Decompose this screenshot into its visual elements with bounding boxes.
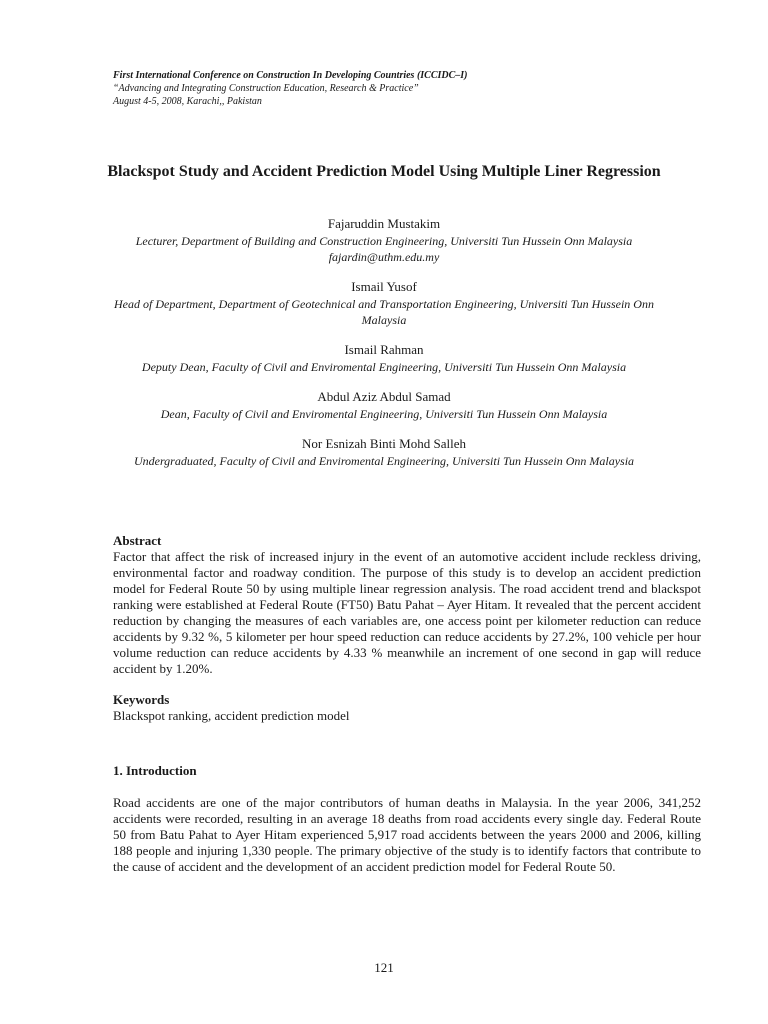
author-affiliation: Head of Department, Department of Geotechnical and Transportation Engineering, Universiti Tun Hussein Onn Malaysia <box>114 297 654 327</box>
author-block <box>100 215 668 265</box>
paper-title: Blackspot Study and Accident Prediction Model Using Multiple Liner Regression <box>107 163 661 180</box>
author-affiliation: Lecturer, Department of Building and Construction Engineering, Universiti Tun Hussein Onn Malaysia <box>135 234 633 248</box>
author-block <box>100 435 668 469</box>
author-email: fajardin@uthm.edu.my <box>328 250 440 264</box>
conference-name: First International Conference on Construction In Developing Countries (ICCIDC–I) <box>113 70 468 81</box>
author-block <box>100 341 668 375</box>
author-block <box>100 388 668 422</box>
author-name: Fajaruddin Mustakim <box>327 216 441 231</box>
introduction-heading: 1. Introduction <box>113 763 197 778</box>
conference-date-location: August 4-5, 2008, Karachi,, Pakistan <box>113 96 262 107</box>
author-affiliation: Deputy Dean, Faculty of Civil and Enviromental Engineering, Universiti Tun Hussein Onn Malaysia <box>141 360 627 374</box>
author-name: Ismail Yusof <box>351 279 417 294</box>
introduction-text: Road accidents are one of the major contributors of human deaths in Malaysia. In the year 2006, 341,252 accidents were recorded, resulting in an average 18 deaths from road accidents every single day. Federal Route 50 from Batu Pahat to Ayer Hitam experienced 5,917 road accidents between the years 2000 and 2006, killing 188 people and injuring 1,330 people. The primary objective of the study is to identify factors that contribute to the cause of accident and the development of an accident prediction model for Federal Route 50. <box>113 795 701 874</box>
conference-theme: “Advancing and Integrating Construction Education, Research & Practice” <box>113 83 419 94</box>
author-name: Nor Esnizah Binti Mohd Salleh <box>302 436 466 451</box>
author-name: Abdul Aziz Abdul Samad <box>317 389 451 404</box>
abstract-heading: Abstract <box>113 533 162 548</box>
author-name: Ismail Rahman <box>344 342 424 357</box>
page-number: 121 <box>374 960 394 975</box>
keywords-text: Blackspot ranking, accident prediction model <box>113 708 350 723</box>
keywords-section <box>113 691 701 724</box>
abstract-text: Factor that affect the risk of increased injury in the event of an automotive accident include reckless driving, environmental factor and roadway condition. The purpose of this study is to develop an accident prediction model for Federal Route 50 by using multiple linear regression analysis. The road accident trend and blackspot ranking were established at Federal Route (FT50) Batu Pahat – Ayer Hitam. It revealed that the percent accident reduction by changing the measures of each variables are, one access point per kilometer reduction can reduce accidents by 9.32 %, 5 kilometer per hour speed reduction can reduce accidents by 27.2%, 100 vehicle per hour volume reduction can reduce accidents by 4.33 % meanwhile an increment of one second in gap will reduce accident by 1.20%. <box>113 549 701 676</box>
author-block <box>100 278 668 328</box>
author-list <box>100 215 668 482</box>
paper-body <box>113 532 701 875</box>
author-affiliation: Dean, Faculty of Civil and Enviromental Engineering, Universiti Tun Hussein Onn Malaysia <box>160 407 608 421</box>
author-affiliation: Undergraduated, Faculty of Civil and Enviromental Engineering, Universiti Tun Hussein Onn Malaysia <box>133 454 635 468</box>
keywords-heading: Keywords <box>113 692 170 707</box>
conference-header <box>113 69 673 108</box>
